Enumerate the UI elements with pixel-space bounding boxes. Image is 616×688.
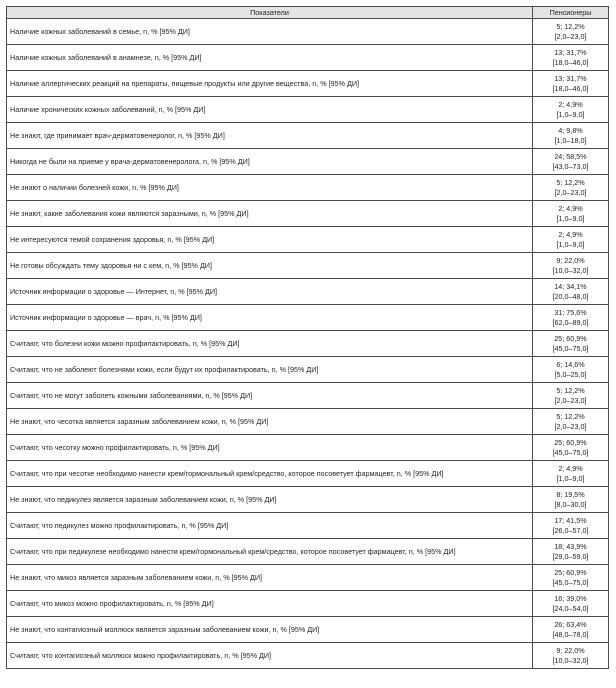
indicator-cell: Считают, что болезни кожи можно профилактировать, n, % [95% ДИ] [7, 331, 533, 357]
indicator-cell: Не знают, что микоз является заразным заболеванием кожи, n, % [95% ДИ] [7, 565, 533, 591]
table-row [7, 487, 609, 513]
count-percent: 2; 4,9% [558, 204, 583, 214]
count-percent: 5; 12,2% [556, 412, 585, 422]
value-cell [533, 383, 609, 409]
confidence-interval: [5,0–25,0] [554, 369, 587, 379]
confidence-interval: [2,0–23,0] [554, 31, 587, 41]
value-cell [533, 331, 609, 357]
count-percent: 4; 9,8% [558, 126, 583, 136]
value-cell [533, 19, 609, 45]
table-row [7, 539, 609, 565]
indicator-cell: Наличие кожных заболеваний в семье, n, % [95% ДИ] [7, 19, 533, 45]
count-percent: 2; 4,9% [558, 230, 583, 240]
confidence-interval: [45,0–75,0] [552, 343, 589, 353]
indicator-cell: Не знают, где принимает врач-дерматовенеролог, n, % [95% ДИ] [7, 123, 533, 149]
confidence-interval: [1,0–18,0] [554, 135, 587, 145]
indicator-cell: Считают, что чесотку можно профилактировать, n, % [95% ДИ] [7, 435, 533, 461]
confidence-interval: [45,0–75,0] [552, 447, 589, 457]
count-percent: 24; 58,5% [554, 152, 587, 162]
count-percent: 25; 60,9% [554, 438, 587, 448]
indicator-cell: Не знают, что педикулез является заразным заболеванием кожи, n, % [95% ДИ] [7, 487, 533, 513]
confidence-interval: [1,0–9,0] [556, 213, 585, 223]
indicator-cell: Считают, что контагиозный моллюск можно профилактировать, n, % [95% ДИ] [7, 643, 533, 669]
value-cell [533, 487, 609, 513]
confidence-interval: [43,0–73,0] [552, 161, 589, 171]
value-cell [533, 305, 609, 331]
table-row [7, 383, 609, 409]
count-percent: 25; 60,9% [554, 568, 587, 578]
table-row [7, 409, 609, 435]
confidence-interval: [10,0–32,0] [552, 265, 589, 275]
value-cell [533, 201, 609, 227]
indicator-cell: Считают, что при чесотке необходимо нанести крем/гормональный крем/средство, которое посоветует фармацевт, n, % [95% ДИ] [7, 461, 533, 487]
count-percent: 14; 34,1% [554, 282, 587, 292]
value-cell [533, 617, 609, 643]
confidence-interval: [18,0–46,0] [552, 83, 589, 93]
table-row [7, 201, 609, 227]
confidence-interval: [2,0–23,0] [554, 421, 587, 431]
table-row [7, 71, 609, 97]
table-row [7, 45, 609, 71]
count-percent: 26; 63,4% [554, 620, 587, 630]
confidence-interval: [45,0–75,0] [552, 577, 589, 587]
table-row [7, 565, 609, 591]
value-cell [533, 97, 609, 123]
count-percent: 2; 4,9% [558, 464, 583, 474]
table-row [7, 227, 609, 253]
indicator-cell: Считают, что не могут заболеть кожными заболеваниями, n, % [95% ДИ] [7, 383, 533, 409]
indicator-cell: Не интересуются темой сохранения здоровья, n, % [95% ДИ] [7, 227, 533, 253]
table-row [7, 591, 609, 617]
indicator-cell: Источник информации о здоровье — врач, n, % [95% ДИ] [7, 305, 533, 331]
value-cell [533, 565, 609, 591]
confidence-interval: [1,0–9,0] [556, 239, 585, 249]
indicator-cell: Не знают, что контагиозный моллюск является заразным заболеванием кожи, n, % [95% ДИ] [7, 617, 533, 643]
count-percent: 13; 31,7% [554, 74, 587, 84]
indicator-column-header: Показатели [7, 7, 533, 19]
value-cell [533, 591, 609, 617]
table-body [7, 19, 609, 669]
count-percent: 18; 43,9% [554, 542, 587, 552]
table-row [7, 305, 609, 331]
confidence-interval: [8,0–30,0] [554, 499, 587, 509]
indicator-cell: Не знают, какие заболевания кожи являются заразными, n, % [95% ДИ] [7, 201, 533, 227]
count-percent: 9; 22,0% [556, 256, 585, 266]
table-row [7, 279, 609, 305]
value-cell [533, 279, 609, 305]
count-percent: 17; 41,5% [554, 516, 587, 526]
table-row [7, 643, 609, 669]
indicator-cell: Считают, что при педикулезе необходимо нанести крем/гормональный крем/средство, которое посоветует фармацевт, n, % [95% ДИ] [7, 539, 533, 565]
confidence-interval: [24,0–54,0] [552, 603, 589, 613]
value-cell [533, 253, 609, 279]
indicator-cell: Не знают, что чесотка является заразным заболеванием кожи, n, % [95% ДИ] [7, 409, 533, 435]
table-row [7, 19, 609, 45]
value-cell [533, 643, 609, 669]
table-row [7, 357, 609, 383]
value-cell [533, 149, 609, 175]
table-row [7, 461, 609, 487]
value-cell [533, 461, 609, 487]
value-cell [533, 357, 609, 383]
count-percent: 8; 19,5% [556, 490, 585, 500]
confidence-interval: [2,0–23,0] [554, 187, 587, 197]
confidence-interval: [26,0–57,0] [552, 525, 589, 535]
indicator-cell: Наличие кожных заболеваний в анамнезе, n, % [95% ДИ] [7, 45, 533, 71]
table-row [7, 175, 609, 201]
value-cell [533, 71, 609, 97]
table-row [7, 253, 609, 279]
confidence-interval: [2,0–23,0] [554, 395, 587, 405]
survey-results-table [6, 6, 609, 669]
count-percent: 5; 12,2% [556, 22, 585, 32]
count-percent: 5; 12,2% [556, 178, 585, 188]
table-row [7, 149, 609, 175]
table-row [7, 435, 609, 461]
count-percent: 13; 31,7% [554, 48, 587, 58]
table-row [7, 513, 609, 539]
table-header-row [7, 7, 609, 19]
indicator-cell: Не готовы обсуждать тему здоровья ни с кем, n, % [95% ДИ] [7, 253, 533, 279]
value-cell [533, 45, 609, 71]
count-percent: 31; 75,6% [554, 308, 587, 318]
indicator-cell: Источник информации о здоровье — Интернет, n, % [95% ДИ] [7, 279, 533, 305]
confidence-interval: [1,0–9,0] [556, 473, 585, 483]
indicator-cell: Не знают о наличии болезней кожи, n, % [95% ДИ] [7, 175, 533, 201]
confidence-interval: [18,0–46,0] [552, 57, 589, 67]
value-cell [533, 227, 609, 253]
value-cell [533, 539, 609, 565]
table-row [7, 97, 609, 123]
confidence-interval: [62,0–89,0] [552, 317, 589, 327]
indicator-cell: Считают, что педикулез можно профилактировать, n, % [95% ДИ] [7, 513, 533, 539]
value-cell [533, 175, 609, 201]
count-percent: 16; 39,0% [554, 594, 587, 604]
value-cell [533, 513, 609, 539]
value-cell [533, 435, 609, 461]
table-row [7, 331, 609, 357]
count-percent: 9; 22,0% [556, 646, 585, 656]
indicator-cell: Никогда не были на приеме у врача-дерматовенеролога, n, % [95% ДИ] [7, 149, 533, 175]
confidence-interval: [1,0–9,0] [556, 109, 585, 119]
count-percent: 5; 12,2% [556, 386, 585, 396]
table-row [7, 617, 609, 643]
confidence-interval: [20,0–48,0] [552, 291, 589, 301]
confidence-interval: [48,0–78,0] [552, 629, 589, 639]
confidence-interval: [10,0–32,0] [552, 655, 589, 665]
confidence-interval: [29,0–59,0] [552, 551, 589, 561]
indicator-cell: Наличие хронических кожных заболеваний, n, % [95% ДИ] [7, 97, 533, 123]
indicator-cell: Считают, что не заболеют болезнями кожи, если будут их профилактировать, n, % [95% ДИ] [7, 357, 533, 383]
pensioners-column-header: Пенсионеры [533, 7, 609, 19]
table-row [7, 123, 609, 149]
count-percent: 25; 60,9% [554, 334, 587, 344]
count-percent: 6; 14,6% [556, 360, 585, 370]
value-cell [533, 409, 609, 435]
count-percent: 2; 4,9% [558, 100, 583, 110]
indicator-cell: Считают, что микоз можно профилактировать, n, % [95% ДИ] [7, 591, 533, 617]
indicator-cell: Наличие аллергических реакций на препараты, пищевые продукты или другие вещества, n, % [95% ДИ] [7, 71, 533, 97]
value-cell [533, 123, 609, 149]
